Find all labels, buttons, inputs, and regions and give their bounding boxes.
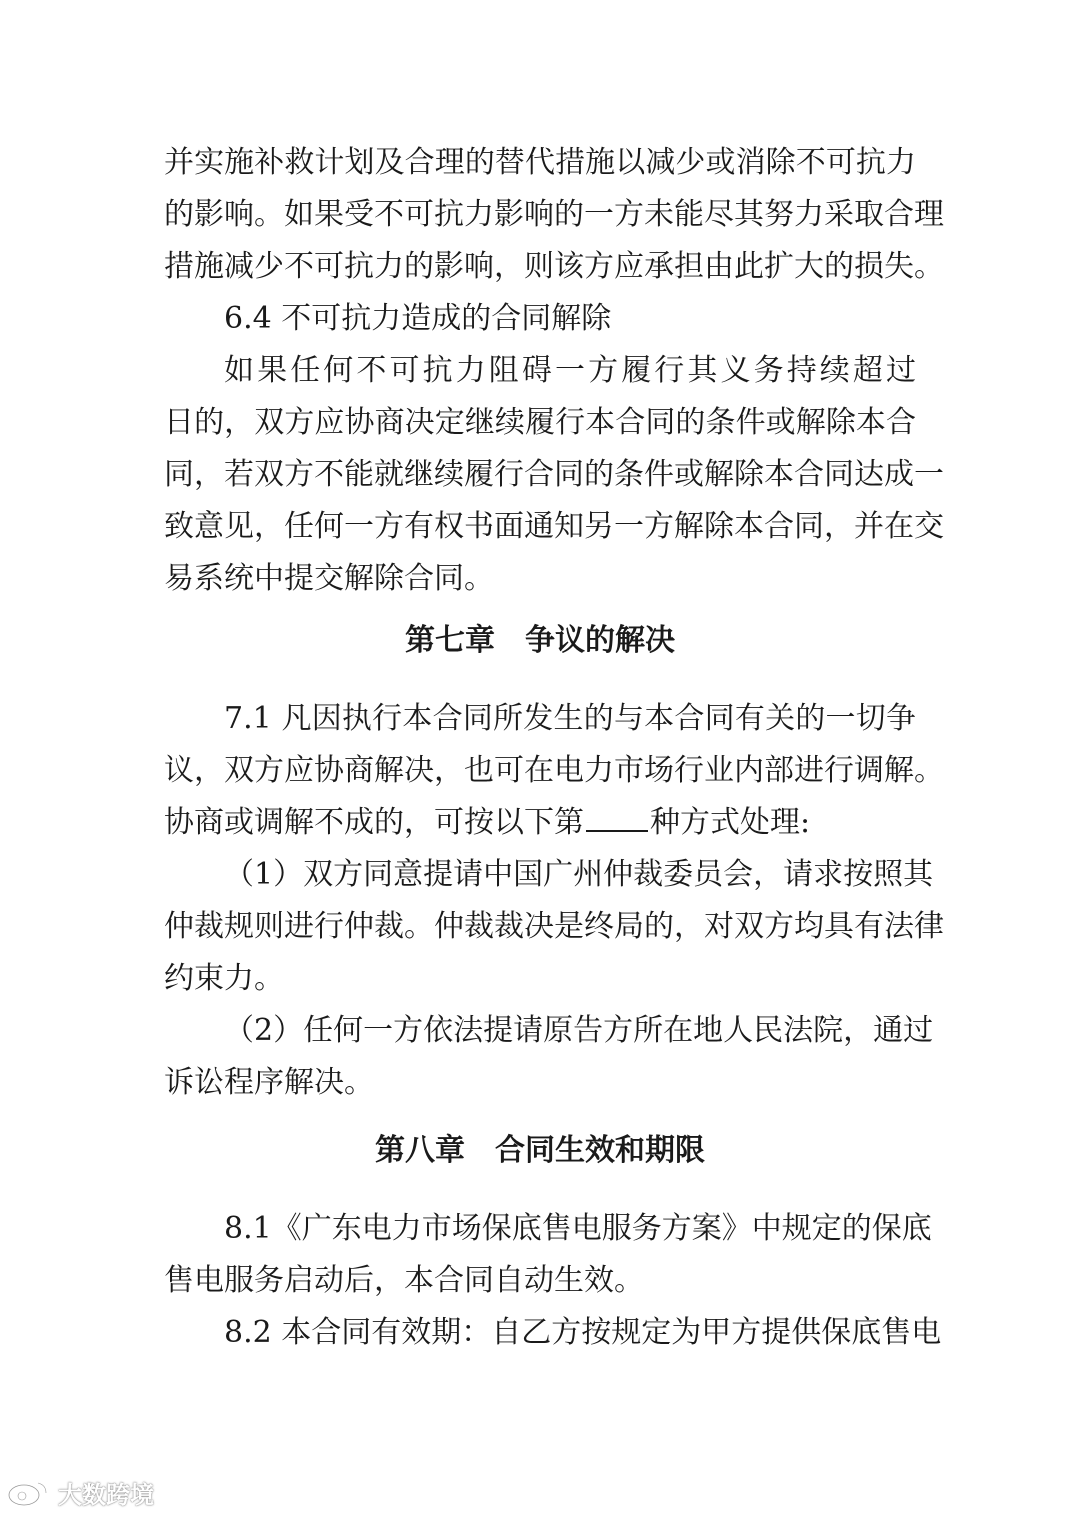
fill-in-blank (586, 800, 648, 832)
chapter-7-title: 第七章 争议的解决 (405, 623, 675, 658)
text-line: 并实施补救计划及合理的替代措施以减少或消除不可抗力 (164, 145, 916, 180)
list-item: 诉讼程序解决。 (164, 1065, 374, 1100)
text-line: 同，若双方不能就继续履行合同的条件或解除本合同达成一 (164, 457, 944, 492)
text-line: 的影响。如果受不可抗力影响的一方未能尽其努力采取合理 (164, 197, 944, 232)
text-line: 如果任何不可抗力阻碍一方履行其义务持续超过 (224, 353, 916, 388)
blank-line-suffix: 种方式处理: (650, 805, 811, 840)
text-line: 8.2 本合同有效期：自乙方按规定为甲方提供保底售电 (224, 1315, 942, 1350)
list-item: 仲裁规则进行仲裁。仲裁裁决是终局的，对双方均具有法律 (164, 909, 944, 944)
list-item: （1）双方同意提请中国广州仲裁委员会，请求按照其 (224, 857, 934, 892)
text-line: 易系统中提交解除合同。 (164, 561, 494, 596)
text-line: 8.1《广东电力市场保底售电服务方案》中规定的保底 (224, 1211, 932, 1246)
text-line: 议，双方应协商解决，也可在电力市场行业内部进行调解。 (164, 753, 944, 788)
text-line: 7.1 凡因执行本合同所发生的与本合同有关的一切争 (224, 701, 916, 736)
watermark (6, 1470, 154, 1514)
text-line: 售电服务启动后，本合同自动生效。 (164, 1263, 644, 1298)
chapter-8-title: 第八章 合同生效和期限 (375, 1133, 705, 1168)
blank-line-prefix: 协商或调解不成的，可按以下第 (164, 805, 584, 840)
text-line: 致意见，任何一方有权书面通知另一方解除本合同，并在交 (164, 509, 944, 544)
weibo-logo-icon (6, 1477, 52, 1507)
watermark-text: 大数跨境 (58, 1480, 154, 1509)
text-line: 措施减少不可抗力的影响，则该方应承担由此扩大的损失。 (164, 249, 944, 284)
text-line-with-blank (164, 797, 916, 849)
section-heading-6-4: 6.4 不可抗力造成的合同解除 (224, 301, 612, 336)
text-line: 日的，双方应协商决定继续履行本合同的条件或解除本合 (164, 405, 916, 440)
list-item: （2）任何一方依法提请原告方所在地人民法院，通过 (224, 1013, 934, 1048)
list-item: 约束力。 (164, 961, 284, 996)
